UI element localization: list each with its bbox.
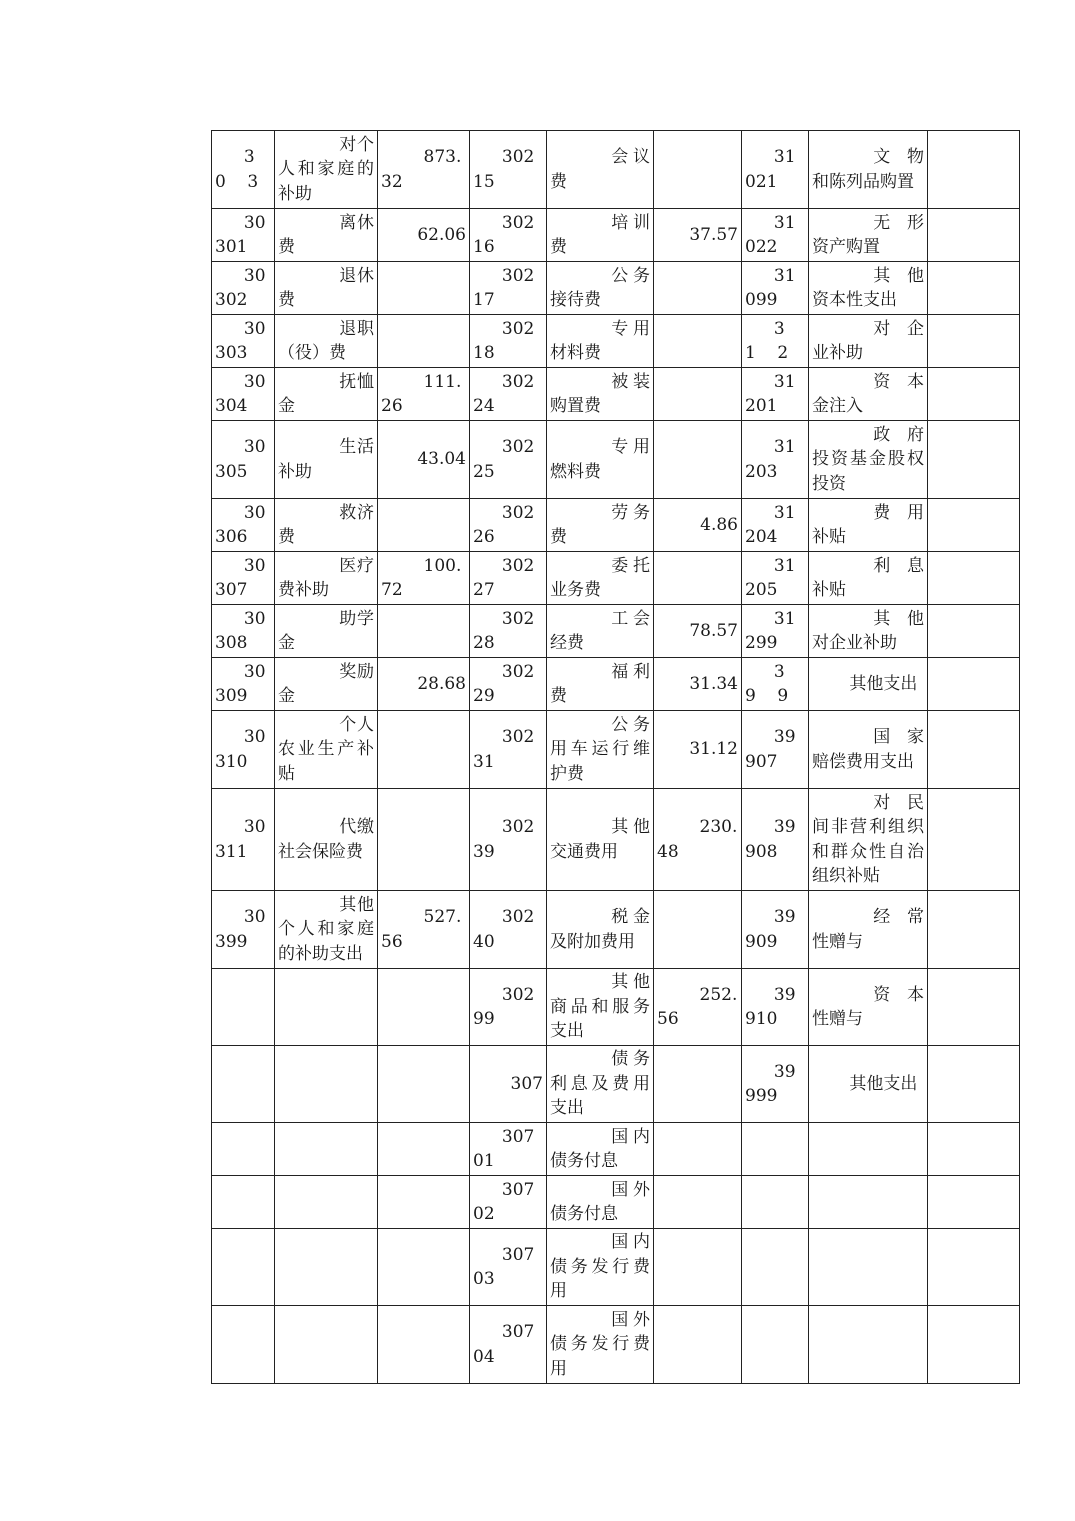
name-cell: 利息补贴	[809, 552, 928, 605]
amount-cell	[378, 1229, 470, 1306]
code-cell: 39909	[742, 891, 809, 969]
table-row	[212, 499, 1020, 552]
amount-cell	[654, 1229, 742, 1306]
code-cell	[212, 1306, 275, 1384]
amount-cell: 527.56	[378, 891, 470, 969]
amount-cell	[378, 789, 470, 891]
code-cell: 39908	[742, 789, 809, 891]
table-row	[212, 421, 1020, 499]
amount-cell	[378, 262, 470, 315]
name-cell: 费用补贴	[809, 499, 928, 552]
code-cell: 39910	[742, 969, 809, 1046]
code-cell: 30311	[212, 789, 275, 891]
blank-cell	[928, 1046, 1020, 1123]
table-row	[212, 552, 1020, 605]
amount-cell	[654, 315, 742, 368]
amount-cell: 252.56	[654, 969, 742, 1046]
code-cell	[742, 1123, 809, 1176]
code-cell: 30302	[212, 262, 275, 315]
code-cell	[212, 1176, 275, 1229]
code-cell: 30226	[470, 499, 547, 552]
code-cell: 30702	[470, 1176, 547, 1229]
amount-cell: 4.86	[654, 499, 742, 552]
name-cell: 政府投资基金股权投资	[809, 421, 928, 499]
blank-cell	[928, 209, 1020, 262]
name-cell	[809, 1123, 928, 1176]
name-cell	[809, 1306, 928, 1384]
code-cell	[212, 969, 275, 1046]
code-cell: 30216	[470, 209, 547, 262]
code-cell: 30399	[212, 891, 275, 969]
name-cell: 资本金注入	[809, 368, 928, 421]
code-cell: 30308	[212, 605, 275, 658]
amount-cell	[378, 711, 470, 789]
name-cell	[275, 1123, 378, 1176]
name-cell: 劳务费	[547, 499, 654, 552]
name-cell: 福利费	[547, 658, 654, 711]
table-row	[212, 131, 1020, 209]
code-cell: 30227	[470, 552, 547, 605]
name-cell: 其他资本性支出	[809, 262, 928, 315]
amount-cell: 111.26	[378, 368, 470, 421]
amount-cell	[654, 891, 742, 969]
table-row	[212, 1046, 1020, 1123]
table-row	[212, 891, 1020, 969]
amount-cell: 873.32	[378, 131, 470, 209]
amount-cell: 78.57	[654, 605, 742, 658]
table-row	[212, 1229, 1020, 1306]
code-cell: 30305	[212, 421, 275, 499]
blank-cell	[928, 1176, 1020, 1229]
amount-cell	[654, 1306, 742, 1384]
amount-cell	[378, 1123, 470, 1176]
code-cell: 39999	[742, 1046, 809, 1123]
code-cell: 30217	[470, 262, 547, 315]
amount-cell	[654, 421, 742, 499]
name-cell: 会议费	[547, 131, 654, 209]
code-cell	[742, 1306, 809, 1384]
name-cell: 资本性赠与	[809, 969, 928, 1046]
name-cell: 救济费	[275, 499, 378, 552]
amount-cell: 100.72	[378, 552, 470, 605]
name-cell: 生活补助	[275, 421, 378, 499]
blank-cell	[928, 552, 1020, 605]
code-cell: 30704	[470, 1306, 547, 1384]
amount-cell	[378, 605, 470, 658]
code-cell: 31299	[742, 605, 809, 658]
name-cell: 被装购置费	[547, 368, 654, 421]
blank-cell	[928, 499, 1020, 552]
blank-cell	[928, 605, 1020, 658]
table-row	[212, 262, 1020, 315]
name-cell	[275, 1176, 378, 1229]
code-cell: 30301	[212, 209, 275, 262]
name-cell: 退休费	[275, 262, 378, 315]
amount-cell	[654, 552, 742, 605]
table-row	[212, 368, 1020, 421]
blank-cell	[928, 131, 1020, 209]
name-cell: 其他个人和家庭的补助支出	[275, 891, 378, 969]
table-row	[212, 315, 1020, 368]
name-cell: 文物和陈列品购置	[809, 131, 928, 209]
name-cell: 抚恤金	[275, 368, 378, 421]
code-cell: 31022	[742, 209, 809, 262]
blank-cell	[928, 368, 1020, 421]
amount-cell: 31.34	[654, 658, 742, 711]
amount-cell: 28.68	[378, 658, 470, 711]
blank-cell	[928, 658, 1020, 711]
code-cell: 31204	[742, 499, 809, 552]
name-cell: 无形资产购置	[809, 209, 928, 262]
amount-cell	[378, 1176, 470, 1229]
amount-cell: 43.04	[378, 421, 470, 499]
amount-cell: 31.12	[654, 711, 742, 789]
code-cell: 39907	[742, 711, 809, 789]
code-cell: 30215	[470, 131, 547, 209]
blank-cell	[928, 262, 1020, 315]
blank-cell	[928, 969, 1020, 1046]
blank-cell	[928, 421, 1020, 499]
blank-cell	[928, 1306, 1020, 1384]
blank-cell	[928, 711, 1020, 789]
name-cell: 对民间非营利组织和群众性自治组织补贴	[809, 789, 928, 891]
amount-cell	[378, 1306, 470, 1384]
table-row	[212, 1176, 1020, 1229]
code-cell	[742, 1229, 809, 1306]
code-cell: 30701	[470, 1123, 547, 1176]
code-cell: 30239	[470, 789, 547, 891]
code-cell	[212, 1229, 275, 1306]
amount-cell	[378, 499, 470, 552]
amount-cell	[654, 1176, 742, 1229]
name-cell: 国内债务发行费用	[547, 1229, 654, 1306]
code-cell: 30299	[470, 969, 547, 1046]
amount-cell: 62.06	[378, 209, 470, 262]
code-cell	[212, 1123, 275, 1176]
name-cell: 其他支出	[809, 658, 928, 711]
name-cell: 其他对企业补助	[809, 605, 928, 658]
table-row	[212, 711, 1020, 789]
code-cell: 30240	[470, 891, 547, 969]
code-cell: 30703	[470, 1229, 547, 1306]
name-cell: 培训费	[547, 209, 654, 262]
code-cell: 31203	[742, 421, 809, 499]
name-cell: 国外债务付息	[547, 1176, 654, 1229]
name-cell: 对企业补助	[809, 315, 928, 368]
code-cell: 30229	[470, 658, 547, 711]
table-row	[212, 1306, 1020, 1384]
code-cell: 31021	[742, 131, 809, 209]
table-row	[212, 969, 1020, 1046]
table-row	[212, 209, 1020, 262]
code-cell: 31205	[742, 552, 809, 605]
code-cell: 31099	[742, 262, 809, 315]
amount-cell	[378, 969, 470, 1046]
name-cell: 工会经费	[547, 605, 654, 658]
blank-cell	[928, 1123, 1020, 1176]
name-cell: 其他交通费用	[547, 789, 654, 891]
code-cell: 30 3	[212, 131, 275, 209]
name-cell	[275, 1229, 378, 1306]
code-cell: 30224	[470, 368, 547, 421]
name-cell: 其他支出	[809, 1046, 928, 1123]
name-cell	[809, 1229, 928, 1306]
name-cell: 国内债务付息	[547, 1123, 654, 1176]
blank-cell	[928, 891, 1020, 969]
name-cell: 债务利息及费用支出	[547, 1046, 654, 1123]
code-cell: 31201	[742, 368, 809, 421]
table-row	[212, 605, 1020, 658]
code-cell	[212, 1046, 275, 1123]
name-cell: 离休费	[275, 209, 378, 262]
name-cell: 税金及附加费用	[547, 891, 654, 969]
name-cell	[275, 1046, 378, 1123]
name-cell: 经常性赠与	[809, 891, 928, 969]
budget-expenditure-table	[211, 130, 1020, 1384]
code-cell: 30231	[470, 711, 547, 789]
name-cell: 国外债务发行费用	[547, 1306, 654, 1384]
name-cell: 对个人和家庭的补助	[275, 131, 378, 209]
blank-cell	[928, 1229, 1020, 1306]
amount-cell	[654, 1046, 742, 1123]
code-cell: 30218	[470, 315, 547, 368]
code-cell: 39 9	[742, 658, 809, 711]
amount-cell	[378, 1046, 470, 1123]
amount-cell	[654, 262, 742, 315]
name-cell: 专用燃料费	[547, 421, 654, 499]
amount-cell: 230.48	[654, 789, 742, 891]
name-cell: 公务用车运行维护费	[547, 711, 654, 789]
name-cell: 其他商品和服务支出	[547, 969, 654, 1046]
name-cell: 退职（役）费	[275, 315, 378, 368]
amount-cell	[654, 1123, 742, 1176]
code-cell: 30304	[212, 368, 275, 421]
table-row	[212, 1123, 1020, 1176]
name-cell: 委托业务费	[547, 552, 654, 605]
code-cell: 30310	[212, 711, 275, 789]
code-cell: 307	[470, 1046, 547, 1123]
name-cell: 医疗费补助	[275, 552, 378, 605]
amount-cell	[654, 368, 742, 421]
name-cell: 国家赔偿费用支出	[809, 711, 928, 789]
amount-cell: 37.57	[654, 209, 742, 262]
table-row	[212, 658, 1020, 711]
code-cell	[742, 1176, 809, 1229]
name-cell: 奖励金	[275, 658, 378, 711]
amount-cell	[378, 315, 470, 368]
code-cell: 30309	[212, 658, 275, 711]
code-cell: 30303	[212, 315, 275, 368]
name-cell: 代缴社会保险费	[275, 789, 378, 891]
code-cell: 30228	[470, 605, 547, 658]
name-cell	[275, 1306, 378, 1384]
name-cell	[809, 1176, 928, 1229]
blank-cell	[928, 315, 1020, 368]
code-cell: 30307	[212, 552, 275, 605]
code-cell: 30306	[212, 499, 275, 552]
name-cell: 助学金	[275, 605, 378, 658]
code-cell: 30225	[470, 421, 547, 499]
name-cell: 专用材料费	[547, 315, 654, 368]
table-row	[212, 789, 1020, 891]
name-cell: 个人农业生产补贴	[275, 711, 378, 789]
name-cell: 公务接待费	[547, 262, 654, 315]
code-cell: 31 2	[742, 315, 809, 368]
name-cell	[275, 969, 378, 1046]
amount-cell	[654, 131, 742, 209]
blank-cell	[928, 789, 1020, 891]
